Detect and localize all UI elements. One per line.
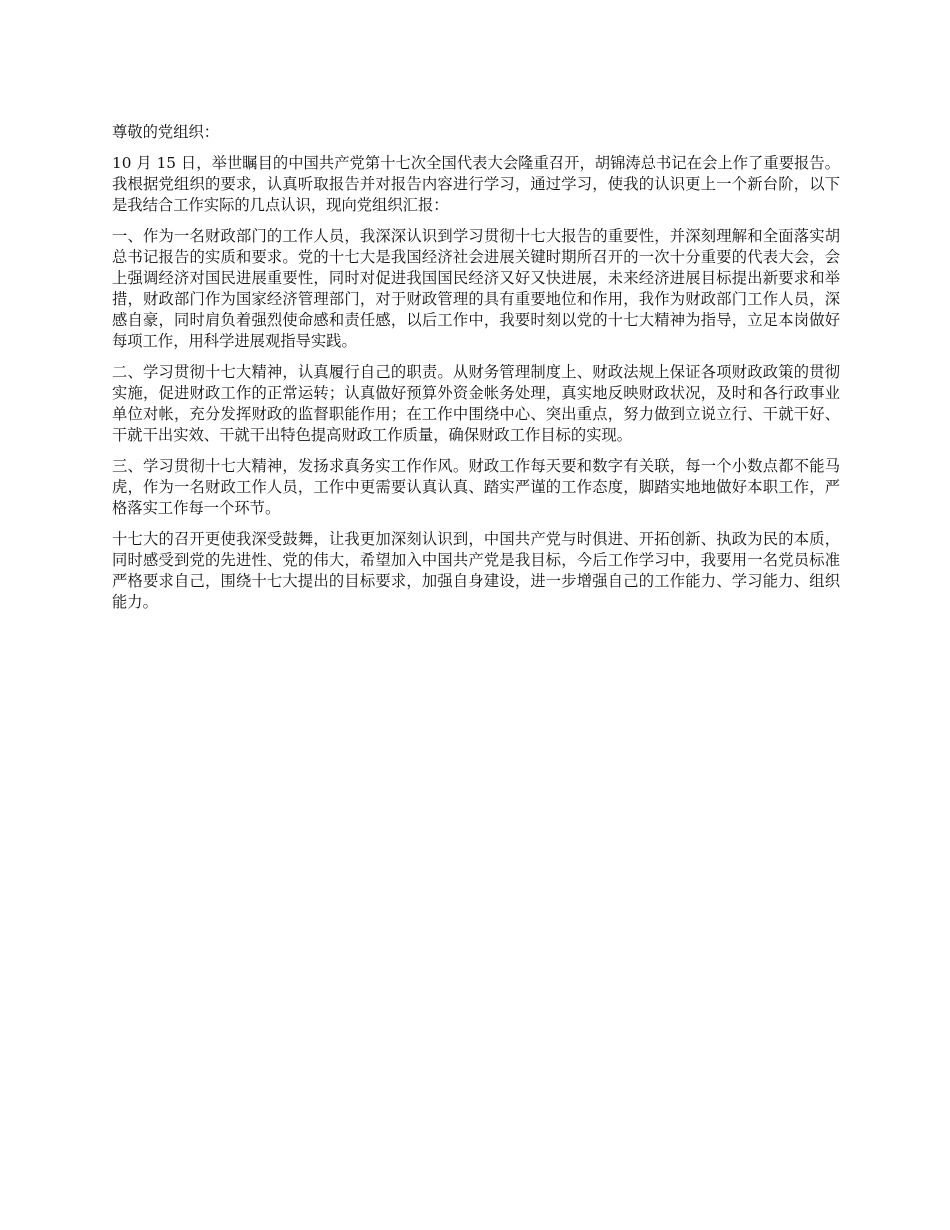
paragraph-point-one: 一、作为一名财政部门的工作人员，我深深认识到学习贯彻十七大报告的重要性，并深刻理解和全面落实胡总书记报告的实质和要求。党的十七大是我国经济社会进展关键时期所召开的一次十分重要的代表大会，会上强调经济对国民进展重要性，同时对促进我国国民经济又好又快进展，未来经济进展目标提出新要求和举措，财政部门作为国家经济管理部门，对于财政管理的具有重要地位和作用，我作为财政部门工作人员，深感自豪，同时肩负着强烈使命感和责任感，以后工作中，我要时刻以党的十七大精神为指导，立足本岗做好每项工作，用科学进展观指导实践。 — [112, 227, 840, 350]
paragraph-conclusion: 十七大的召开更使我深受鼓舞，让我更加深刻认识到，中国共产党与时俱进、开拓创新、执政为民的本质，同时感受到党的先进性、党的伟大，希望加入中国共产党是我目标，今后工作学习中，我要用一名党员标准严格要求自己，围绕十七大提出的目标要求，加强自身建设，进一步增强自己的工作能力、学习能力、组织能力。 — [112, 530, 840, 611]
salutation: 尊敬的党组织： — [112, 123, 220, 141]
paragraph-intro: 10 月 15 日，举世瞩目的中国共产党第十七次全国代表大会隆重召开，胡锦涛总书记在会上作了重要报告。我根据党组织的要求，认真听取报告并对报告内容进行学习，通过学习，使我的认识更上一个新台阶，以下是我结合工作实际的几点认识，现向党组织汇报： — [112, 154, 840, 214]
document-body — [112, 122, 840, 623]
paragraph-point-two: 二、学习贯彻十七大精神，认真履行自己的职责。从财务管理制度上、财政法规上保证各项财政政策的贯彻实施，促进财政工作的正常运转；认真做好预算外资金帐务处理，真实地反映财政状况，及时和各行政事业单位对帐，充分发挥财政的监督职能作用；在工作中围绕中心、突出重点，努力做到立说立行、干就干好、干就干出实效、干就干出特色提高财政工作质量，确保财政工作目标的实现。 — [112, 363, 840, 444]
paragraph-point-three: 三、学习贯彻十七大精神，发扬求真务实工作作风。财政工作每天要和数字有关联，每一个小数点都不能马虎，作为一名财政工作人员，工作中更需要认真认真、踏实严谨的工作态度，脚踏实地地做好本职工作，严格落实工作每一个环节。 — [112, 457, 840, 517]
